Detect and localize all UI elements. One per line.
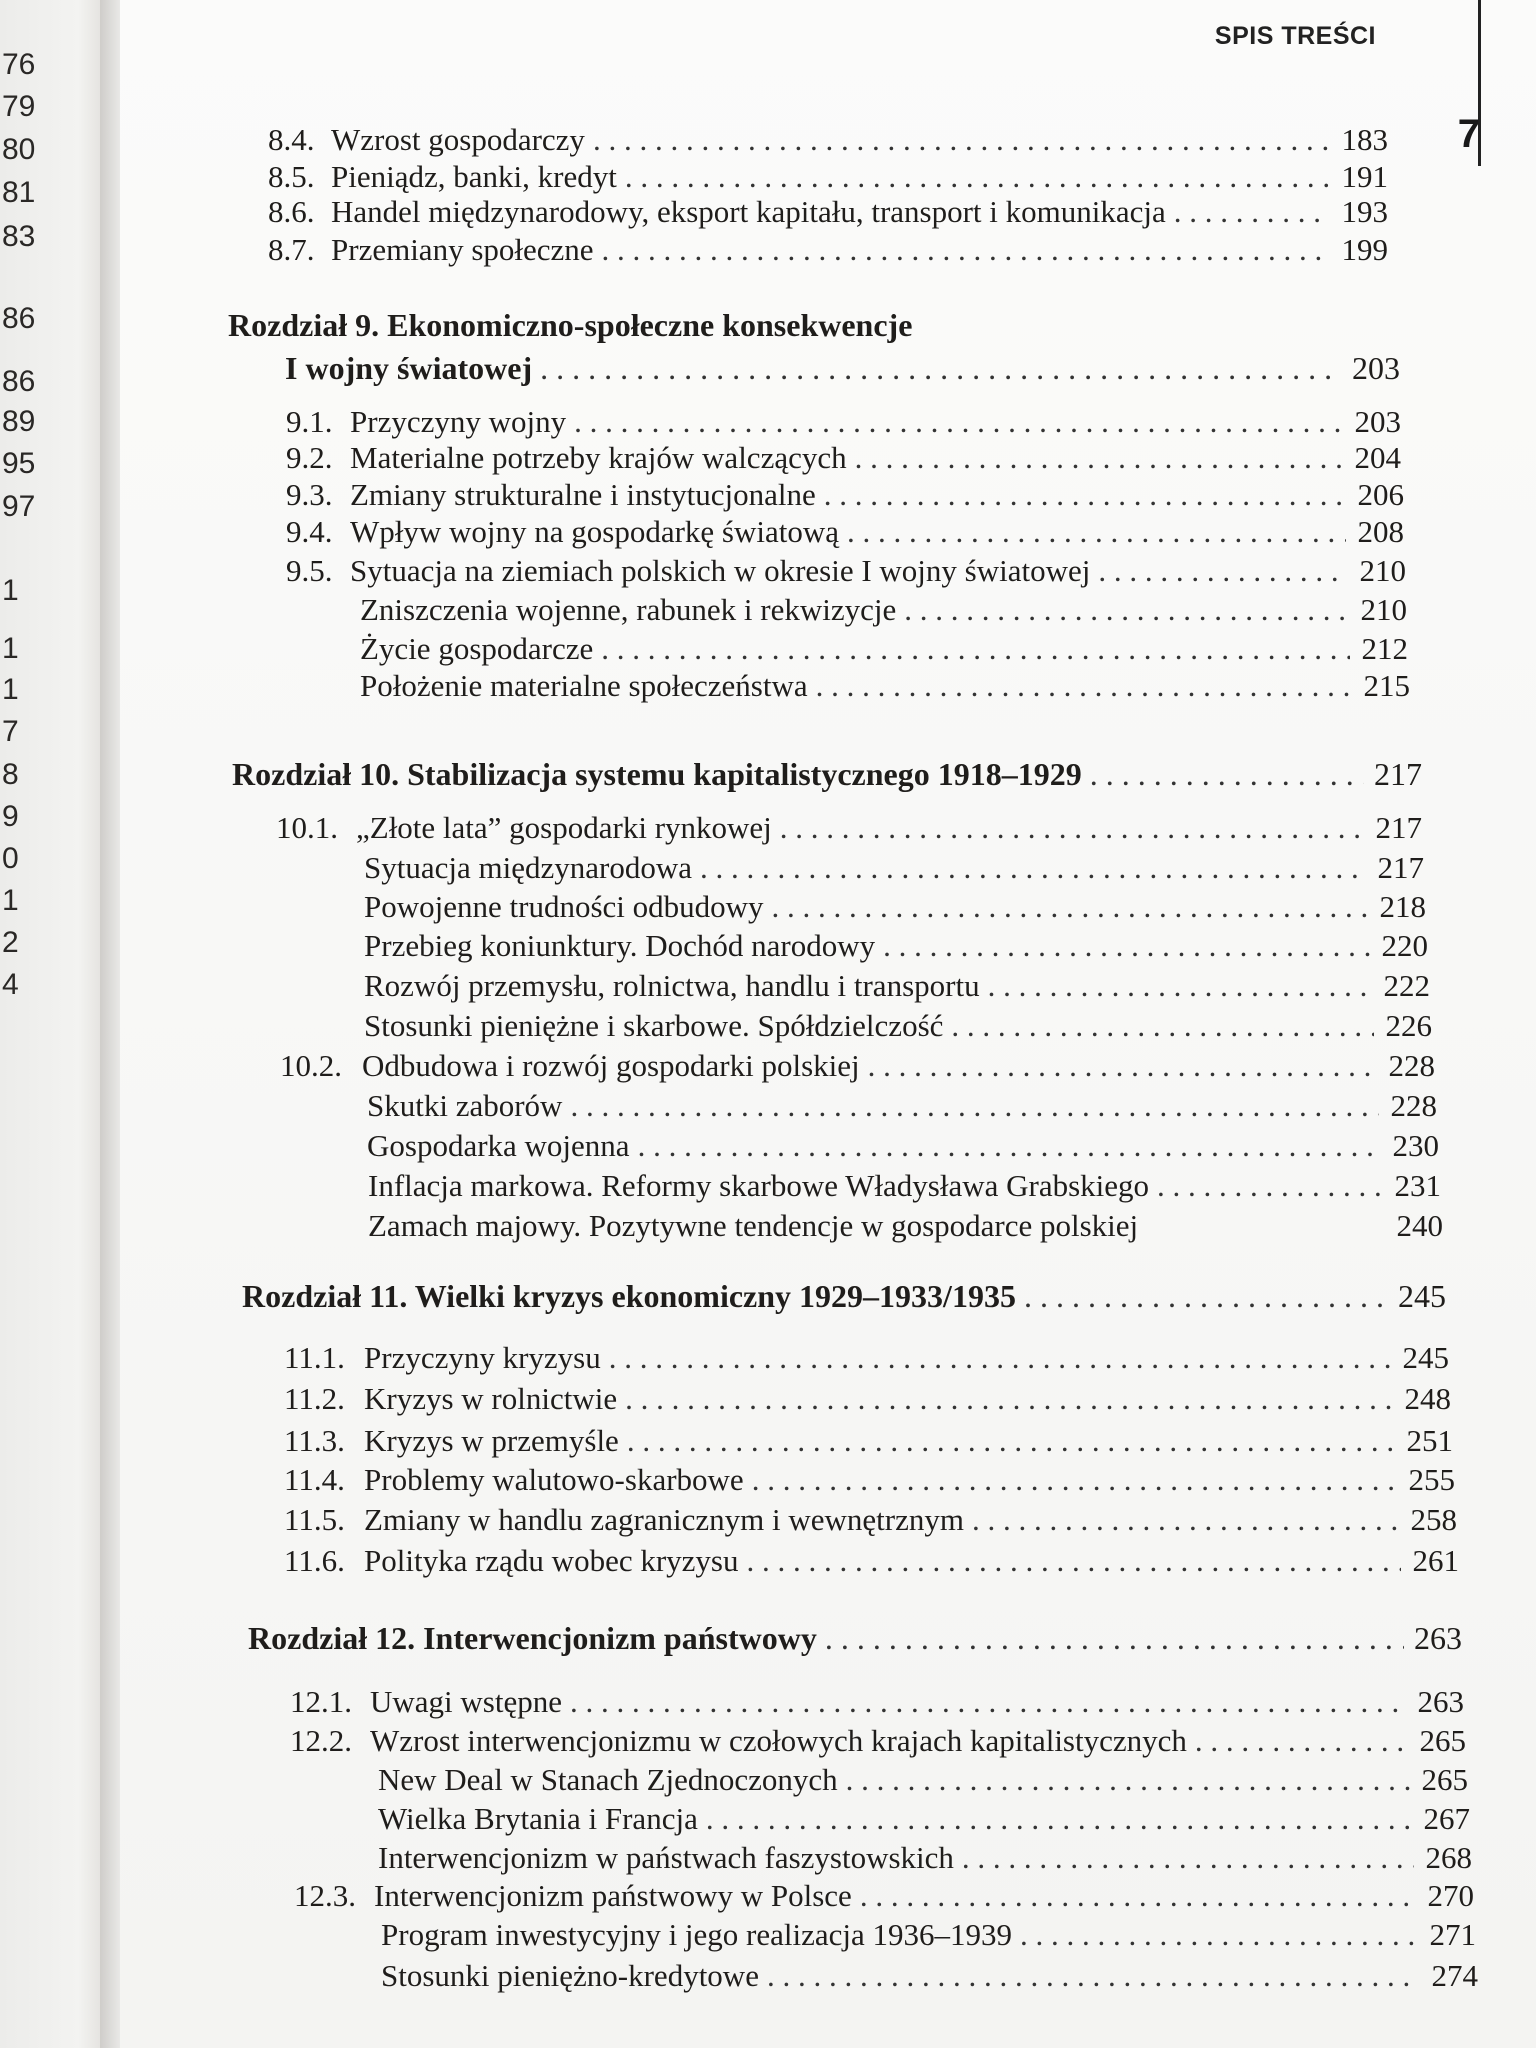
page-number: 7 [1457, 112, 1480, 156]
running-head: SPIS TREŚCI [1214, 22, 1376, 50]
toc-entry[interactable] [286, 404, 1401, 440]
toc-subentry-page: 212 [1361, 631, 1408, 666]
toc-subentry-page: 228 [1390, 1088, 1437, 1123]
leader-dots [570, 1684, 1406, 1720]
toc-entry-number: 9.2. [286, 440, 333, 475]
toc-entry-page: 208 [1357, 514, 1404, 549]
toc-entry[interactable] [290, 1684, 1464, 1720]
left-page-number: 83 [2, 220, 36, 253]
left-page-number: 1 [2, 632, 19, 665]
toc-entry-title: Przemiany społeczne [331, 232, 594, 267]
toc-entry-title: Zmiany w handlu zagranicznym i wewnętrznym [364, 1502, 964, 1537]
leader-dots [609, 1340, 1391, 1376]
toc-entry-number: 9.1. [286, 404, 333, 439]
toc-subentry-page: 222 [1383, 968, 1430, 1003]
toc-entry-title: Wzrost gospodarczy [331, 122, 585, 157]
leader-dots [772, 889, 1368, 925]
leader-dots [570, 1088, 1379, 1124]
leader-dots [601, 631, 1350, 667]
left-page-number: 81 [2, 176, 36, 209]
toc-entry[interactable] [284, 1423, 1453, 1459]
toc-subentry-title: Stosunki pieniężno-kredytowe [381, 1958, 759, 1993]
leader-dots [1174, 194, 1330, 230]
toc-entry-page: 263 [1417, 1684, 1464, 1719]
leader-dots [847, 514, 1346, 550]
leader-dots [767, 1958, 1420, 1994]
toc-entry-number: 12.1. [290, 1684, 352, 1719]
toc-subentry-title: Gospodarka wojenna [367, 1128, 630, 1163]
left-page-number: 1 [2, 673, 19, 706]
chapter-title: Rozdział 12. Interwencjonizm państwowy [248, 1620, 817, 1656]
toc-entry-title: Problemy walutowo-skarbowe [364, 1462, 744, 1497]
toc-entry-page: 193 [1341, 194, 1388, 229]
left-page-number: 9 [2, 800, 19, 833]
leader-dots [706, 1801, 1412, 1837]
toc-subentry-page: 220 [1381, 928, 1428, 963]
toc-subentry-page: 268 [1425, 1840, 1472, 1875]
chapter-title: Rozdział 11. Wielki kryzys ekonomiczny 1929–1933/1935 [242, 1278, 1016, 1314]
toc-entry-page: 203 [1354, 404, 1401, 439]
leader-dots [962, 1840, 1414, 1876]
toc-entry-number: 10.1. [276, 810, 338, 845]
toc-entry-title: Handel międzynarodowy, eksport kapitału, transport i komunikacja [331, 194, 1166, 229]
toc-subentry-page: 271 [1429, 1917, 1476, 1952]
toc-subentry[interactable] [368, 1208, 1443, 1244]
toc-entry[interactable] [284, 1340, 1449, 1376]
toc-entry-title: Odbudowa i rozwój gospodarki polskiej [362, 1048, 860, 1083]
left-page-number: 1 [2, 574, 19, 607]
toc-entry-page: 265 [1419, 1723, 1466, 1758]
left-page-number: 7 [2, 715, 19, 748]
leader-dots [752, 1462, 1397, 1498]
leader-dots [625, 159, 1330, 195]
toc-entry[interactable] [276, 810, 1422, 846]
toc-entry-number: 9.4. [286, 514, 333, 549]
toc-subentry-title: Zamach majowy. Pozytywne tendencje w gospodarce polskiej [368, 1208, 1139, 1243]
leader-dots [780, 810, 1364, 846]
left-page-number: 79 [2, 90, 36, 123]
toc-entry[interactable] [286, 440, 1401, 476]
toc-entry-page: 206 [1357, 477, 1404, 512]
toc-subentry-page: 231 [1394, 1168, 1441, 1203]
toc-entry-number: 9.5. [286, 553, 333, 588]
toc-subentry-title: Zniszczenia wojenne, rabunek i rekwizycje [360, 592, 897, 627]
toc-entry[interactable] [284, 1543, 1459, 1579]
leader-dots [972, 1502, 1399, 1538]
toc-entry-page: 261 [1412, 1543, 1459, 1578]
leader-dots [860, 1878, 1416, 1914]
toc-entry-title: Pieniądz, banki, kredyt [331, 159, 617, 194]
toc-entry-number: 11.6. [284, 1543, 345, 1578]
leader-dots [602, 232, 1330, 268]
toc-entry[interactable] [268, 122, 1388, 158]
chapter-heading[interactable]: Rozdział 9. Ekonomiczno-społeczne konsekwencje [228, 307, 913, 343]
left-page-number: 8 [2, 758, 19, 791]
toc-entry-number: 8.5. [268, 159, 315, 194]
toc-subentry-title: Program inwestycyjny i jego realizacja 1936–1939 [381, 1917, 1013, 1952]
leader-dots [855, 440, 1343, 476]
leader-dots [1195, 1723, 1408, 1759]
toc-entry-page: 228 [1388, 1048, 1435, 1083]
toc-entry[interactable] [268, 232, 1388, 268]
toc-entry-title: Zmiany strukturalne i instytucjonalne [350, 477, 816, 512]
toc-entry-number: 8.6. [268, 194, 315, 229]
toc-entry-title: Przyczyny wojny [350, 404, 567, 439]
leader-dots [540, 350, 1342, 387]
leader-dots [593, 122, 1330, 158]
leader-dots [1090, 756, 1364, 793]
toc-subentry[interactable] [378, 1762, 1468, 1798]
toc-entry-title: Polityka rządu wobec kryzysu [364, 1543, 739, 1578]
toc-entry-title: Uwagi wstępne [370, 1684, 562, 1719]
toc-entry[interactable] [284, 1381, 1451, 1417]
toc-entry-number: 8.4. [268, 122, 315, 157]
toc-entry-number: 11.3. [284, 1423, 345, 1458]
leader-dots [988, 968, 1372, 1004]
toc-entry-title: Interwencjonizm państwowy w Polsce [374, 1878, 852, 1913]
toc-subentry-title: New Deal w Stanach Zjednoczonych [378, 1762, 838, 1797]
leader-dots [816, 668, 1352, 704]
toc-entry-title: Materialne potrzeby krajów walczących [350, 440, 847, 475]
toc-entry-title: Kryzys w rolnictwie [364, 1381, 618, 1416]
leader-dots [824, 477, 1346, 513]
toc-subentry-title: Wielka Brytania i Francja [378, 1801, 698, 1836]
toc-entry[interactable] [268, 194, 1388, 230]
left-page-number: 95 [2, 447, 36, 480]
leader-dots [904, 592, 1349, 628]
toc-subentry-page: 210 [1360, 592, 1407, 627]
chapter-page: 263 [1414, 1620, 1462, 1656]
toc-subentry-page: 226 [1385, 1008, 1432, 1043]
toc-entry[interactable] [294, 1878, 1474, 1914]
toc-subentry[interactable] [367, 1088, 1437, 1124]
toc-entry-page: 217 [1375, 810, 1422, 845]
toc-subentry[interactable] [360, 631, 1408, 667]
leader-dots [638, 1128, 1381, 1164]
left-page-number: 86 [2, 365, 36, 398]
toc-entry-number: 12.3. [294, 1878, 356, 1913]
toc-subentry-title: Życie gospodarcze [360, 631, 594, 666]
toc-entry-title: Kryzys w przemyśle [364, 1423, 619, 1458]
left-page-number: 1 [2, 884, 19, 917]
leader-dots [627, 1423, 1395, 1459]
leader-dots [574, 404, 1343, 440]
toc-subentry-page: 217 [1377, 850, 1424, 885]
toc-entry[interactable] [286, 514, 1404, 550]
toc-entry-number: 12.2. [290, 1723, 352, 1758]
toc-subentry[interactable] [360, 592, 1407, 628]
left-page-number: 86 [2, 302, 36, 335]
toc-subentry[interactable] [378, 1801, 1470, 1837]
toc-entry-title: Przyczyny kryzysu [364, 1340, 601, 1375]
chapter-heading-continuation[interactable] [285, 350, 1400, 387]
leader-dots [1098, 553, 1348, 589]
chapter-heading[interactable] [248, 1620, 1462, 1657]
toc-subentry-title: Skutki zaborów [367, 1088, 563, 1123]
toc-entry-number: 8.7. [268, 232, 315, 267]
leader-dots [1020, 1917, 1418, 1953]
toc-subentry[interactable] [364, 889, 1426, 925]
toc-subentry[interactable] [378, 1840, 1472, 1876]
toc-entry-page: 248 [1404, 1381, 1451, 1416]
chapter-title: Rozdział 10. Stabilizacja systemu kapitalistycznego 1918–1929 [232, 756, 1082, 792]
leader-dots [846, 1762, 1410, 1798]
chapter-heading[interactable] [232, 756, 1422, 793]
toc-entry-number: 11.2. [284, 1381, 345, 1416]
toc-subentry-title: Interwencjonizm w państwach faszystowskich [378, 1840, 954, 1875]
chapter-page: 217 [1374, 756, 1422, 792]
toc-entry-page: 258 [1410, 1502, 1457, 1537]
toc-subentry[interactable] [367, 1128, 1439, 1164]
left-page-number: 89 [2, 405, 36, 438]
toc-subentry[interactable] [381, 1917, 1476, 1953]
toc-entry-title: Sytuacja na ziemiach polskich w okresie I wojny światowej [350, 553, 1091, 588]
leader-dots [625, 1381, 1393, 1417]
toc-entry[interactable] [280, 1048, 1435, 1084]
toc-entry[interactable] [286, 553, 1406, 589]
left-page-number: 80 [2, 133, 36, 166]
toc-entry[interactable] [268, 159, 1388, 195]
toc-subentry-title: Sytuacja międzynarodowa [364, 850, 692, 885]
left-page-number: 76 [2, 48, 36, 81]
leader-dots [868, 1048, 1377, 1084]
toc-subentry[interactable] [364, 928, 1428, 964]
toc-entry[interactable] [284, 1502, 1457, 1538]
toc-entry-page: 251 [1406, 1423, 1453, 1458]
toc-subentry[interactable] [360, 668, 1410, 704]
toc-entry-page: 204 [1354, 440, 1401, 475]
toc-entry-number: 9.3. [286, 477, 333, 512]
toc-subentry-page: 230 [1392, 1128, 1439, 1163]
toc-subentry[interactable] [364, 1008, 1432, 1044]
left-page-number: 2 [2, 926, 19, 959]
toc-subentry-page: 240 [1396, 1208, 1443, 1243]
leader-dots [883, 928, 1370, 964]
chapter-heading[interactable] [242, 1278, 1446, 1315]
toc-subentry[interactable] [381, 1958, 1478, 1994]
toc-subentry-title: Przebieg koniunktury. Dochód narodowy [364, 928, 876, 963]
leader-dots [746, 1543, 1401, 1579]
toc-entry[interactable] [284, 1462, 1455, 1498]
toc-subentry-page: 215 [1363, 668, 1410, 703]
toc-subentry-page: 274 [1431, 1958, 1478, 1993]
leader-dots [1024, 1278, 1388, 1315]
toc-subentry-page: 218 [1379, 889, 1426, 924]
toc-subentry-title: Rozwój przemysłu, rolnictwa, handlu i transportu [364, 968, 980, 1003]
leader-dots [951, 1008, 1374, 1044]
toc-entry-title: „Złote lata” gospodarki rynkowej [356, 810, 772, 845]
toc-entry-page: 210 [1359, 553, 1406, 588]
chapter-page: 203 [1352, 350, 1400, 386]
toc-entry-page: 191 [1341, 159, 1388, 194]
toc-entry-number: 11.5. [284, 1502, 345, 1537]
toc-subentry[interactable] [364, 850, 1424, 886]
chapter-title: I wojny światowej [285, 350, 533, 386]
leader-dots [825, 1620, 1404, 1657]
toc-subentry-page: 267 [1423, 1801, 1470, 1836]
toc-entry-number: 10.2. [280, 1048, 342, 1083]
toc-entry-page: 255 [1408, 1462, 1455, 1497]
toc-entry[interactable] [290, 1723, 1466, 1759]
toc-entry-page: 199 [1341, 232, 1388, 267]
left-page-number: 97 [2, 490, 36, 523]
left-page-number: 0 [2, 842, 19, 875]
toc-entry-page: 183 [1341, 122, 1388, 157]
toc-subentry-title: Powojenne trudności odbudowy [364, 889, 764, 924]
toc-entry-page: 245 [1402, 1340, 1449, 1375]
leader-dots [700, 850, 1366, 886]
toc-entry-number: 11.4. [284, 1462, 345, 1497]
toc-subentry[interactable] [364, 968, 1430, 1004]
toc-entry-page: 270 [1427, 1878, 1474, 1913]
toc-entry-title: Wpływ wojny na gospodarkę światową [350, 514, 840, 549]
toc-entry-title: Wzrost interwencjonizmu w czołowych krajach kapitalistycznych [370, 1723, 1187, 1758]
leader-dots [1157, 1168, 1383, 1204]
chapter-page: 245 [1398, 1278, 1446, 1314]
left-page-number: 4 [2, 968, 19, 1001]
toc-entry[interactable] [286, 477, 1404, 513]
toc-subentry-page: 265 [1421, 1762, 1468, 1797]
toc-subentry-title: Inflacja markowa. Reformy skarbowe Władysława Grabskiego [368, 1168, 1150, 1203]
toc-entry-number: 11.1. [284, 1340, 345, 1375]
toc-subentry-title: Położenie materialne społeczeństwa [360, 668, 808, 703]
toc-subentry-title: Stosunki pieniężne i skarbowe. Spółdzielczość [364, 1008, 944, 1043]
toc-subentry[interactable] [368, 1168, 1441, 1204]
